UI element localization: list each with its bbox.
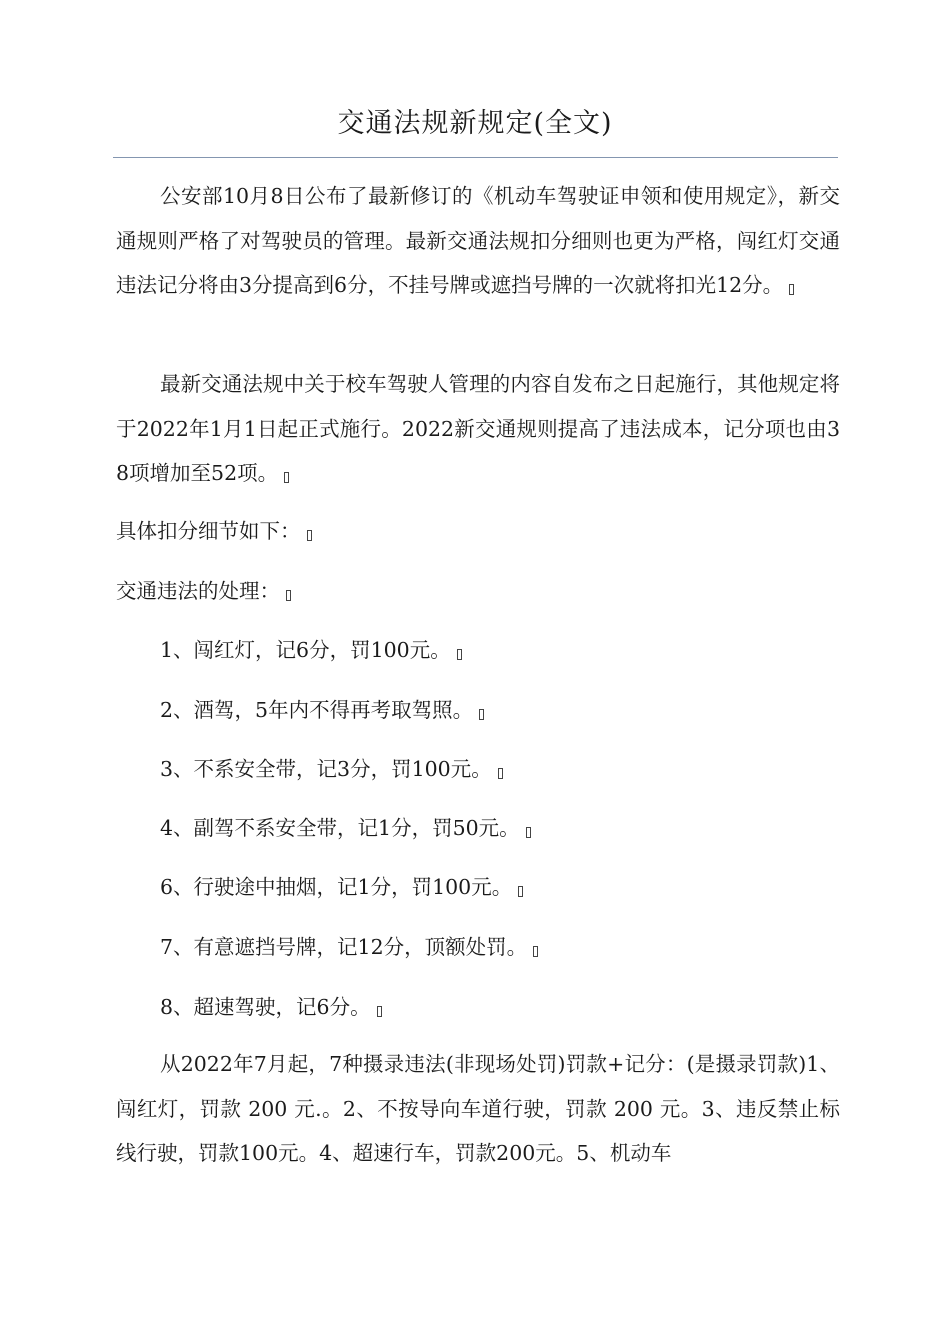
list-item: [160, 695, 484, 725]
detail-heading-text: 具体扣分细节如下：: [116, 519, 301, 543]
list-item: [160, 932, 538, 962]
document-title: 交通法规新规定(全文): [337, 108, 613, 139]
list-item-text: 2、酒驾，5年内不得再考取驾照。: [160, 698, 474, 722]
camera-violations-paragraph: 从2022年7月起，7种摄录违法(非现场处罚)罚款+记分：(是摄录罚款)1、闯红灯，罚款 200 元.。2、不按导向车道行驶，罚款 200 元。3、违反禁止标线行驶，罚款100元。4、超速行车，罚款200元。5、机动车: [116, 1052, 840, 1165]
list-item-text: 4、副驾不系安全带，记1分，罚50元。: [160, 816, 520, 840]
list-item-text: 8、超速驾驶，记6分。: [160, 995, 371, 1019]
intro-paragraph-text: 公安部10月8日公布了最新修订的《机动车驾驶证申领和使用规定》，新交通规则严格了对驾驶员的管理。最新交通法规扣分细则也更为严格，闯红灯交通违法记分将由3分提高到6分，不挂号牌或遮挡号牌的一次就将扣光12分。: [116, 184, 840, 297]
list-item-text: 1、闯红灯，记6分，罚100元。: [160, 638, 451, 662]
paragraph-mark-icon: [377, 1006, 382, 1017]
intro-paragraph: [116, 174, 840, 308]
list-item-text: 6、行驶途中抽烟，记1分，罚100元。: [160, 875, 513, 899]
paragraph-mark-icon: [284, 472, 289, 483]
paragraph-mark-icon: [533, 946, 538, 957]
paragraph-mark-icon: [457, 649, 462, 660]
list-item: [160, 813, 531, 843]
paragraph-mark-icon: [518, 886, 523, 897]
list-item: [160, 992, 382, 1022]
paragraph-mark-icon: [498, 768, 503, 779]
section-heading-text: 交通违法的处理：: [116, 579, 280, 603]
detail-heading: [116, 516, 312, 546]
list-item: [160, 872, 523, 902]
paragraph-mark-icon: [526, 827, 531, 838]
title-divider: [113, 157, 838, 158]
paragraph-mark-icon: [789, 284, 794, 295]
section-heading: [116, 576, 291, 606]
list-item: [160, 754, 503, 784]
list-item-text: 3、不系安全带，记3分，罚100元。: [160, 757, 492, 781]
paragraph-mark-icon: [286, 590, 291, 601]
list-item-text: 7、有意遮挡号牌，记12分，顶额处罚。: [160, 935, 528, 959]
paragraph-mark-icon: [479, 709, 484, 720]
effective-date-paragraph: [116, 362, 840, 496]
effective-date-paragraph-text: 最新交通法规中关于校车驾驶人管理的内容自发布之日起施行，其他规定将于2022年1月1日起正式施行。2022新交通规则提高了违法成本，记分项也由38项增加至52项。: [116, 372, 840, 485]
paragraph-mark-icon: [307, 530, 312, 541]
list-item: [160, 635, 462, 665]
